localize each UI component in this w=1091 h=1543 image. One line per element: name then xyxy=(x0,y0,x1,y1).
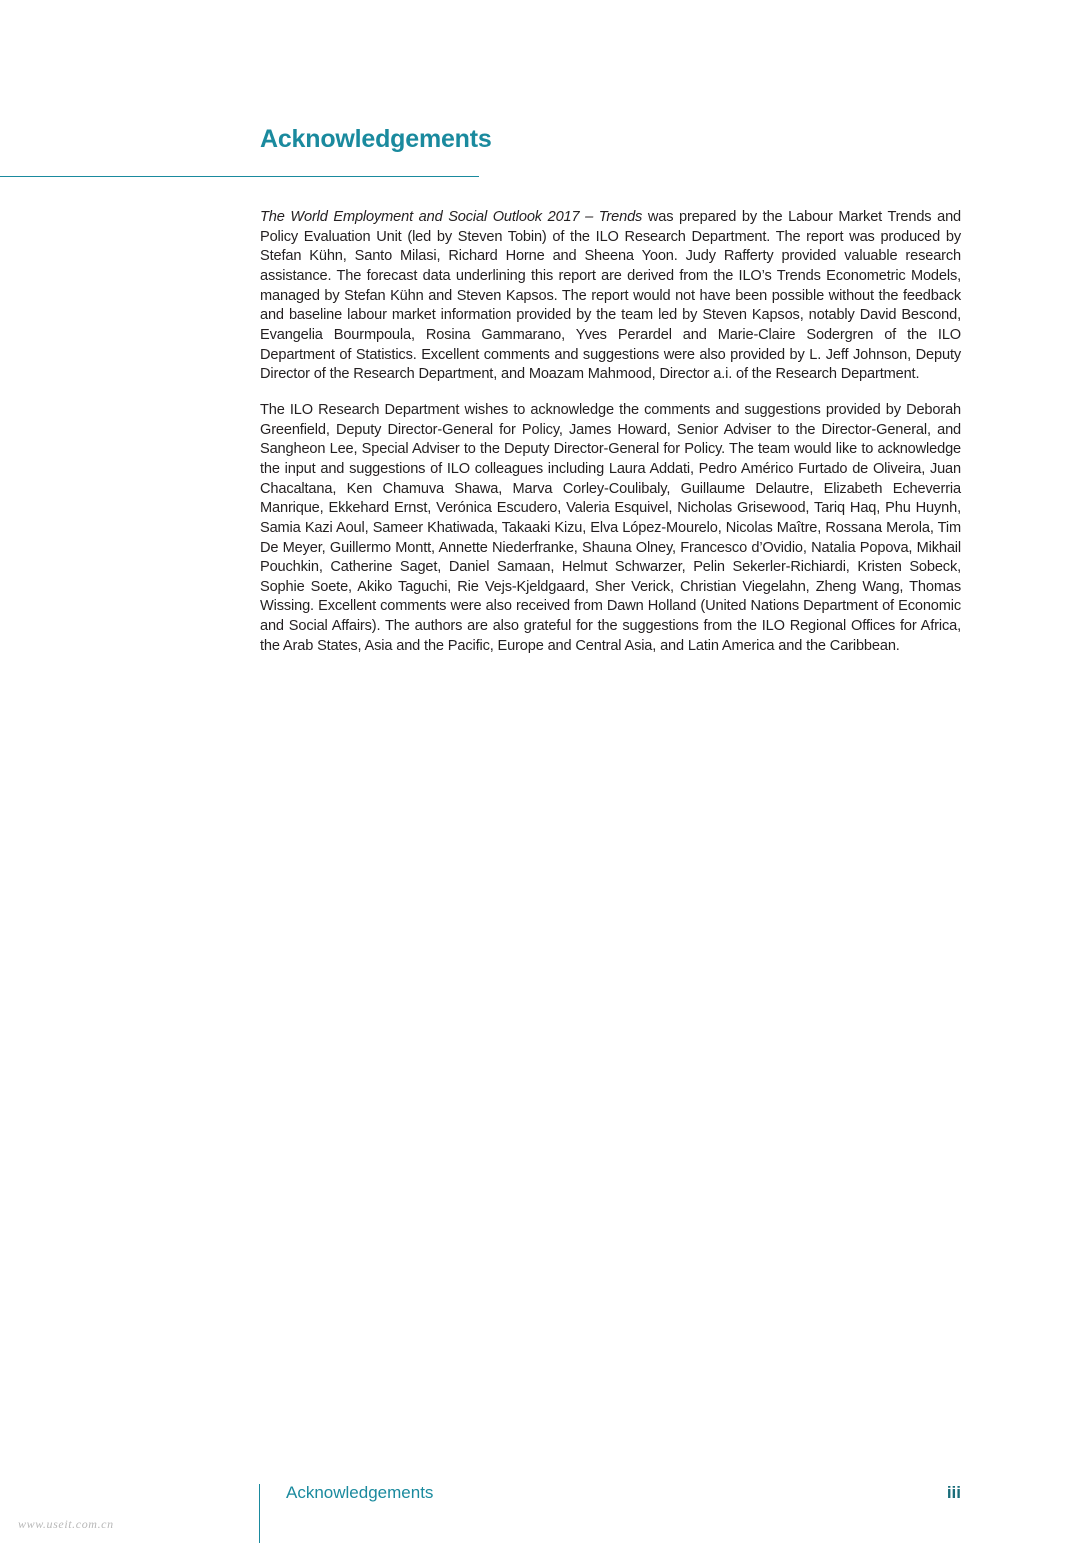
paragraph-2: The ILO Research Department wishes to acknowledge the comments and suggestions provided by Deborah Greenfield, Deputy Director-General for Policy, James Howard, Senior Adviser to the Director-General, and Sangheon Lee, Special Adviser to the Deputy Director-General for Policy. The team would like to acknowledge the input and suggestions of ILO colleagues including Laura Addati, Pedro Américo Furtado de Oliveira, Juan Chacaltana, Ken Chamuva Shawa, Marva Corley-Coulibaly, Guillaume Delautre, Elizabeth Echeverria Manrique, Ekkehard Ernst, Verónica Escudero, Valeria Esquivel, Nicholas Grisewood, Tariq Haq, Phu Huynh, Samia Kazi Aoul, Sameer Khatiwada, Takaaki Kizu, Elva López-Mourelo, Nicolas Maître, Rossana Merola, Tim De Meyer, Guillermo Montt, Annette Niederfranke, Shauna Olney, Francesco d’Ovidio, Natalia Popova, Mikhail Pouchkin, Catherine Saget, Daniel Samaan, Helmut Schwarzer, Pelin Sekerler-Richiardi, Kristen Sobeck, Sophie Soete, Akiko Taguchi, Rie Vejs-Kjeldgaard, Sher Verick, Christian Viegelahn, Zheng Wang, Thomas Wissing. Excellent comments were also received from Dawn Holland (United Nations Department of Economic and Social Affairs). The authors are also grateful for the suggestions from the ILO Regional Offices for Africa, the Arab States, Asia and the Pacific, Europe and Central Asia, and Latin America and the Caribbean. xyxy=(260,401,961,654)
report-title: The World Employment and Social Outlook 2017 – Trends xyxy=(260,209,643,225)
page-number: iii xyxy=(946,1483,961,1502)
page-title: Acknowledgements xyxy=(260,125,492,153)
paragraph-1 xyxy=(260,208,961,385)
paragraph-1-text: was prepared by the Labour Market Trends and Policy Evaluation Unit (led by Steven Tobin) of the ILO Research Department. The report was produced by Stefan Kühn, Santo Milasi, Richard Horne and Sheena Yoon. Judy Rafferty provided valuable research assistance. The forecast data underlining this report are derived from the ILO’s Trends Econometric Models, managed by Stefan Kühn and Steven Kapsos. The report would not have been possible without the feedback and baseline labour market information provided by the team led by Steven Kapsos, notably David Bescond, Evangelia Bourmpoula, Rosina Gammarano, Yves Perardel and Marie-Claire Sodergren of the ILO Department of Statistics. Excellent comments and suggestions were also provided by L. Jeff Johnson, Deputy Director of the Research Department, and Moazam Mahmood, Director a.i. of the Research Department. xyxy=(260,209,961,383)
heading-divider xyxy=(0,176,479,177)
footer-section-label: Acknowledgements xyxy=(286,1483,434,1502)
watermark: www.useit.com.cn xyxy=(18,1517,114,1531)
footer-divider xyxy=(259,1484,260,1543)
body-text xyxy=(260,208,961,672)
